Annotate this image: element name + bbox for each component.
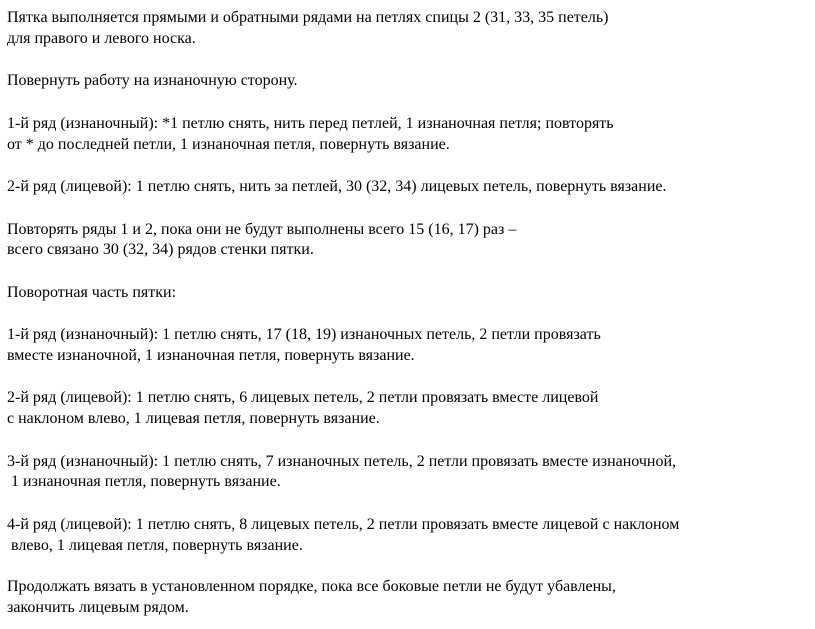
turning-row-3-line-2: 1 изнаночная петля, повернуть вязание. [7,473,281,490]
turning-row-2-line-2: с наклоном влево, 1 лицевая петля, повернуть вязание. [7,410,380,427]
turning-row-1-line-2: вместе изнаночной, 1 изнаночная петля, повернуть вязание. [7,347,415,364]
repeat-line-2: всего связано 30 (32, 34) рядов стенки пятки. [7,241,314,258]
heel-row-1-line-1: 1-й ряд (изнаночный): *1 петлю снять, нить перед петлей, 1 изнаночная петля; повторять [7,115,614,132]
turn-work-instruction: Повернуть работу на изнаночную сторону. [7,72,298,89]
turning-row-1-line-1: 1-й ряд (изнаночный): 1 петлю снять, 17 (18, 19) изнаночных петель, 2 петли провязать [7,326,601,343]
turning-row-3-line-1: 3-й ряд (изнаночный): 1 петлю снять, 7 изнаночных петель, 2 петли провязать вместе изнаночной, [7,453,677,470]
intro-line-2: для правого и левого носка. [7,30,196,47]
intro-line-1: Пятка выполняется прямыми и обратными рядами на петлях спицы 2 (31, 33, 35 петель) [7,9,609,26]
closing-line-2: закончить лицевым рядом. [7,599,189,616]
closing-line-1: Продолжать вязать в установленном порядке, пока все боковые петли не будут убавлены, [7,578,616,595]
turning-heading: Поворотная часть пятки: [7,284,177,301]
turning-row-2-line-1: 2-й ряд (лицевой): 1 петлю снять, 6 лицевых петель, 2 петли провязать вместе лицевой [7,389,599,406]
turning-row-4-line-2: влево, 1 лицевая петля, повернуть вязание. [7,537,303,554]
heel-row-1-line-2: от * до последней петли, 1 изнаночная петля, повернуть вязание. [7,136,450,153]
heel-row-2: 2-й ряд (лицевой): 1 петлю снять, нить за петлей, 30 (32, 34) лицевых петель, повернуть вязание. [7,178,667,195]
turning-row-4-line-1: 4-й ряд (лицевой): 1 петлю снять, 8 лицевых петель, 2 петли провязать вместе лицевой с наклоном [7,516,680,533]
repeat-line-1: Повторять ряды 1 и 2, пока они не будут выполнены всего 15 (16, 17) раз – [7,221,517,238]
